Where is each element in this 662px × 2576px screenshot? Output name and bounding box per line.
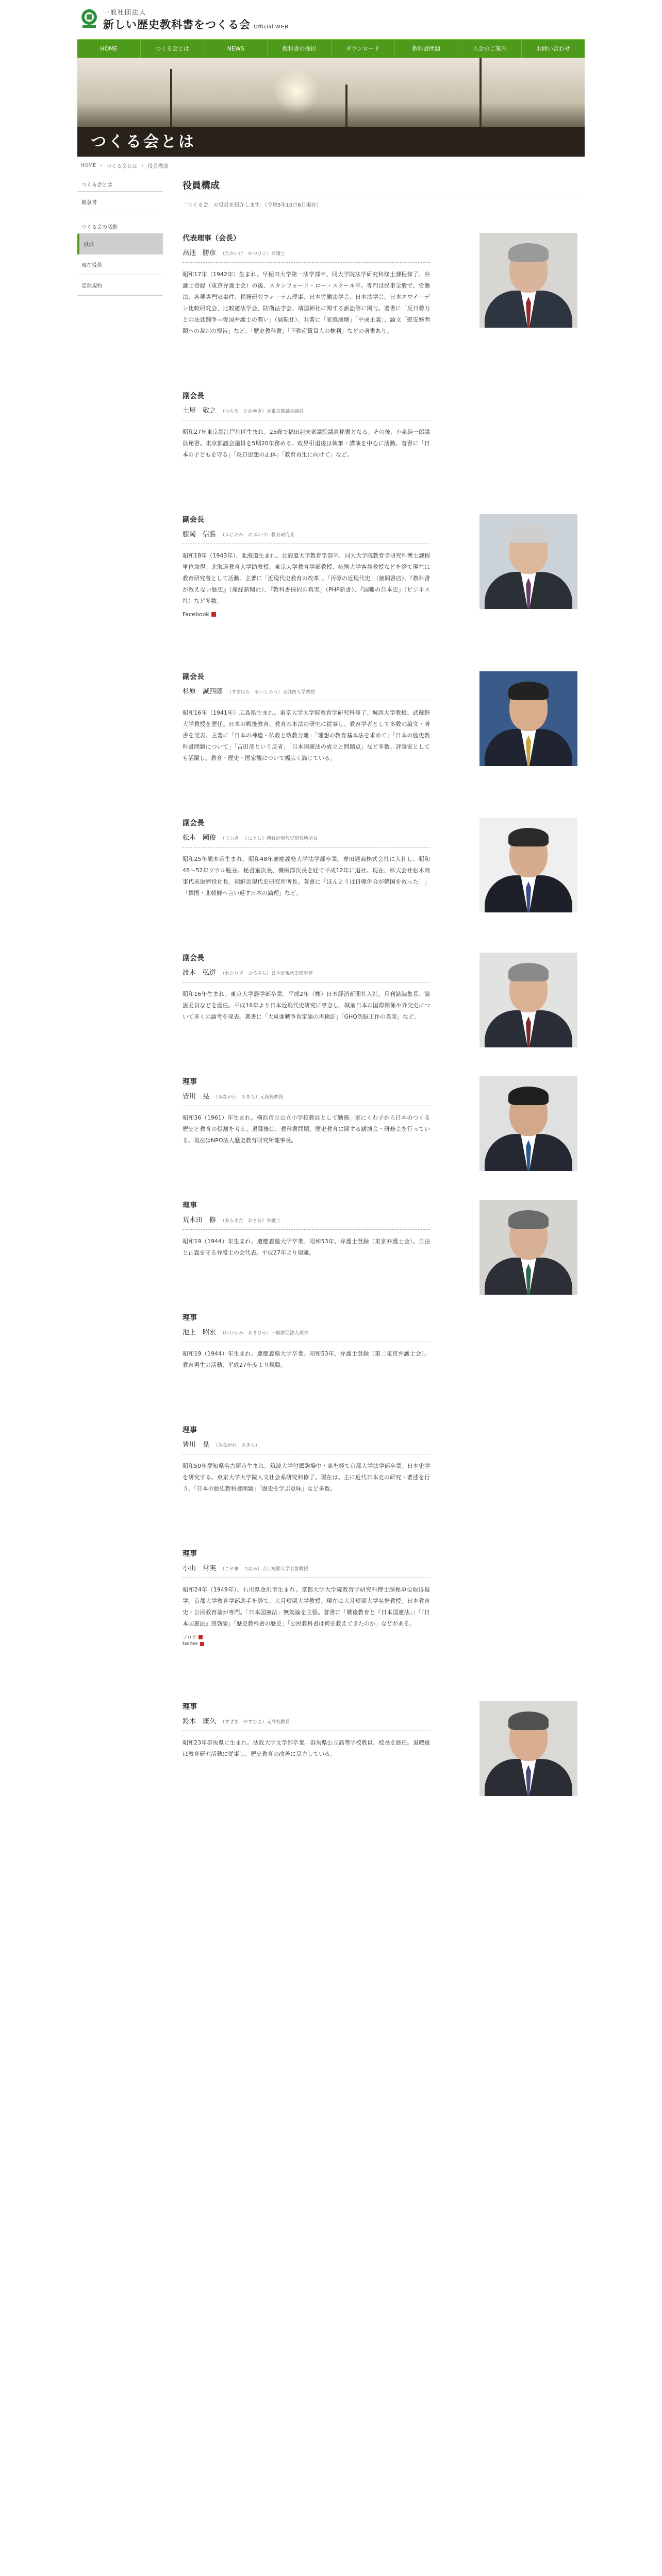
member-name: 小山 常実 bbox=[183, 1565, 217, 1572]
member-role: 副会長 bbox=[183, 819, 204, 827]
member-card bbox=[183, 233, 582, 360]
member-kana: （みながわ あきら）元高校教員 bbox=[213, 1095, 284, 1100]
member-card bbox=[183, 514, 582, 640]
member-social-link[interactable] bbox=[183, 1641, 582, 1647]
main-content bbox=[163, 174, 585, 1814]
member-name-line bbox=[183, 1563, 582, 1572]
member-card bbox=[183, 1548, 582, 1670]
member-bio: 昭和27年東京都江戸川区生まれ。25歳で福田赳夫衆議院議員秘書となる。その後、小泉純一郎議員秘書。東京都議会議員を5期20年務める。政界引退後は執筆・講演を中心に活動。著書に「日本の子どもを守る」「反日思想の正体」「教育再生に向けて」など。 bbox=[183, 429, 430, 458]
member-role: 副会長 bbox=[183, 516, 204, 524]
member-name: 鈴木 康久 bbox=[183, 1718, 217, 1725]
member-divider bbox=[183, 1229, 430, 1230]
member-role: 副会長 bbox=[183, 392, 204, 400]
breadcrumb-sep: › bbox=[100, 162, 103, 168]
member-name: 皆川 晃 bbox=[183, 1093, 210, 1100]
member-name: 土屋 敬之 bbox=[183, 407, 217, 415]
member-bio: 昭和19（1944）年生まれ。慶應義塾大学卒業、昭和53年、弁護士登録（東京弁護士会）。自由と正義を守る弁護士の会代表。平成27年より現職。 bbox=[183, 1238, 430, 1256]
external-link-icon bbox=[211, 612, 216, 617]
member-card bbox=[183, 1076, 582, 1169]
nav-join[interactable]: 入会のご案内 bbox=[458, 40, 522, 58]
social-link-label: Facebook bbox=[183, 611, 209, 618]
page-note: 「つくる会」の役員を紹介します。（令和5年10月6日現在） bbox=[183, 202, 322, 208]
member-kana: （あらきだ おさむ）弁護士 bbox=[220, 1218, 281, 1224]
breadcrumb-sep: › bbox=[141, 162, 144, 168]
member-bio: 昭和25年熊本県生まれ。昭和48年慶應義塾大学法学部卒業。豊田通商株式会社に入社し、昭和48〜52年ソウル駐在。秘書室次長、機械部次長を経て平成12年に退社。現在、株式会社松木商事代表取締役社長。朝鮮近現代史研究所所長。著書に「ほんとうは日韓併合が韓国を救った！」「韓国・北朝鮮へ言い返す日本の論理」など。 bbox=[183, 856, 430, 896]
logo-text[interactable] bbox=[103, 8, 289, 32]
breadcrumb-current: 役員構成 bbox=[147, 163, 169, 170]
member-card bbox=[183, 1425, 582, 1517]
member-divider bbox=[183, 847, 430, 848]
member-photo bbox=[479, 514, 577, 609]
member-social-link[interactable] bbox=[183, 611, 582, 618]
member-bio: 昭和50年愛知県名古屋市生まれ。筑波大学付属駒場中・高を経て京都大学法学部卒業。日本史学を研究する。東京大学大学院人文社会系研究科修了。現在は、主に近代日本史の研究・著述を行う。「日本の歴史教科書問題」「歴史を学ぶ意味」など多数。 bbox=[183, 1463, 430, 1492]
member-kana: （つちや たかゆき）元東京都議会議員 bbox=[220, 409, 304, 414]
member-kana: （みながわ あきら） bbox=[213, 1443, 260, 1448]
site-header bbox=[77, 0, 585, 39]
social-link-label: twitter bbox=[183, 1641, 198, 1647]
member-role: 理事 bbox=[183, 1201, 197, 1210]
member-kana: （まつき くにとし）朝鮮近現代史研究所所長 bbox=[220, 836, 318, 841]
sidebar-item-current-officers[interactable]: 現在役員 bbox=[77, 255, 163, 275]
member-bio: 昭和24年（1949年）、石川県金沢市生まれ。京都大学大学院教育学研究科博士課程単位取得退学。京都大学教育学部助手を経て、大月短期大学教授。現在は大月短期大学名誉教授。日本教育史・公民教育論が専門。「日本国憲法」無効論を主張。著書に「戦後教育と『日本国憲法』」「『日本国憲法』無効論」「歴史教科書の歴史」「公民教科書は何を教えてきたのか」などがある。 bbox=[183, 1586, 430, 1627]
member-name: 皆川 晃 bbox=[183, 1441, 210, 1449]
member-kana: （すぎはら せいしろう）元城西大学教授 bbox=[227, 690, 316, 695]
member-photo bbox=[479, 953, 577, 1047]
member-kana: （たかいけ かつひこ）弁護士 bbox=[220, 251, 286, 257]
sidebar-head-activities[interactable]: つくる会の活動 bbox=[77, 219, 163, 234]
social-link-label: ブログ bbox=[183, 1635, 197, 1640]
member-bio: 昭和36（1961）年生まれ。横浜市立公立小学校教員として勤務。家にくわ子から日本のつくる歴史と教育の役割を考え、退職後は、教科書問題、歴史教育に関する講演会・研修会を行っている。現在はNPO法人歴史教育研究所理事長。 bbox=[183, 1114, 430, 1144]
member-photo bbox=[479, 818, 577, 912]
member-role: 理事 bbox=[183, 1426, 197, 1434]
breadcrumb-about[interactable]: つくる会とは bbox=[106, 163, 138, 170]
page-title: 役員構成 bbox=[183, 174, 582, 195]
content-layout bbox=[77, 174, 585, 1814]
site-title bbox=[103, 16, 289, 32]
hero-sun bbox=[273, 68, 320, 114]
page-wrapper bbox=[77, 0, 585, 1814]
member-name: 高池 勝彦 bbox=[183, 249, 217, 257]
member-name: 渡木 弘道 bbox=[183, 969, 217, 977]
member-role: 理事 bbox=[183, 1078, 197, 1086]
hero-title: つくる会とは bbox=[91, 133, 196, 151]
member-role: 代表理事（会長） bbox=[183, 234, 240, 243]
nav-contact[interactable]: お問い合わせ bbox=[536, 45, 570, 52]
hero-tree bbox=[170, 69, 172, 131]
member-photo bbox=[479, 1076, 577, 1171]
member-list bbox=[183, 233, 582, 1783]
member-name: 松木 國俊 bbox=[183, 834, 217, 842]
main-nav bbox=[77, 39, 585, 58]
sidebar-item-officers[interactable]: 役員 bbox=[77, 234, 163, 255]
member-card bbox=[183, 671, 582, 787]
member-card bbox=[183, 391, 582, 483]
nav-home[interactable]: HOME bbox=[77, 40, 141, 58]
member-name: 荒木田 修 bbox=[183, 1216, 217, 1224]
hero-banner bbox=[77, 58, 585, 157]
hero-tree bbox=[345, 84, 347, 131]
member-kana: （わたりぎ ひろみち）日本近現代史研究者 bbox=[220, 971, 313, 976]
logo-icon[interactable] bbox=[81, 7, 98, 32]
member-name: 藤岡 信勝 bbox=[183, 531, 217, 538]
member-name-line bbox=[183, 405, 582, 415]
nav-news[interactable]: NEWS bbox=[204, 40, 268, 58]
member-card bbox=[183, 1200, 582, 1281]
member-divider bbox=[183, 262, 430, 263]
member-role: 副会長 bbox=[183, 954, 204, 962]
member-bio: 昭和17年（1942年）生まれ。早稲田大学第一法学部卒、同大学院法学研究科修士課程修了。弁護士登録（東京弁護士会）の後、スタンフォード・ロー・スクール卒。専門は民事全般で、労働法、各種専門家事件、税務研究フォーラム理事、日本労働法学会、日本法学会、日本スワイーデン比較研究会、比較憲法学会、防衛法学会、靖国神社に関する訴訟等に関与。著書に「反日勢力との法廷闘争―愛国弁護士の闘い」（展転社）、共著に「家庭崩壊」「平成主義」、論文「慰安婦問題への裁判の報告」など。「歴史教科書」「不動産賃貸人の権利」などの著書あり。 bbox=[183, 271, 430, 334]
member-social-links bbox=[183, 1634, 582, 1647]
member-bio: 昭和18年（1943年）、北海道生まれ。北海道大学教育学部卒、同大大学院教育学研究科博士課程単位取得。北海道教育大学助教授、東京大学教育学部教授、拓殖大学客員教授などを経て現在は教育研究者として活動。主著に「近現代史教育の改革」、「汚辱の近現代史」（徳間書店）、『教科書が教えない歴史』（産経新聞社）、『教科書採択の真実』（PHP新書）、『国難の日本史』（ビジネス社）など多数。 bbox=[183, 552, 430, 604]
nav-textbook-issues[interactable]: 教科書問題 bbox=[395, 40, 458, 58]
official-label: Official WEB bbox=[254, 24, 289, 30]
member-photo bbox=[479, 671, 577, 766]
member-name: 池上 昭宏 bbox=[183, 1329, 217, 1336]
member-bio: 昭和16年生まれ。東京大学農学部卒業。平成2年（株）日本経済新聞社入社。月刊誌編集長、論説委員などを歴任。平成16年より日本近現代史研究に専念し、戦前日本の国際関係や外交史について多くの論考を発表。著書に「大東亜戦争肯定論の再検証」「GHQ洗脳工作の真実」など。 bbox=[183, 991, 430, 1020]
member-bio: 昭和16年（1941年）広島県生まれ。東京大学大学院教育学研究科修了。城西大学教授、武蔵野大学教授を歴任。日本の戦後教育、教育基本法の研究に従事し、教育学者として多数の論文・著書を発表。主著に「日本の神道・仏教と政教分離」「理想の教育基本法を求めて」「日本の歴史教科書問題について」「吉田茂という反省」「日本国憲法の成立と問題点」など多数。評論家としても活躍し、教育・歴史・国家観について幅広く論じている。 bbox=[183, 709, 430, 761]
member-bio: 昭和23年群馬県に生まれ。法政大学文学部卒業。群馬県公立高等学校教員、校長を歴任。退職後は教育研究活動に従事し、歴史教育の改善に尽力している。 bbox=[183, 1739, 430, 1757]
site-subtitle: 一般社団法人 bbox=[103, 8, 147, 16]
member-role: 理事 bbox=[183, 1550, 197, 1558]
hero-tree bbox=[479, 58, 482, 131]
breadcrumb bbox=[77, 157, 585, 174]
sidebar-head-about[interactable]: つくる会とは bbox=[77, 177, 163, 192]
member-photo bbox=[479, 233, 577, 328]
sidebar-item-prospectus[interactable]: 趣意書 bbox=[77, 192, 163, 212]
member-name-line bbox=[183, 1439, 582, 1449]
member-role: 理事 bbox=[183, 1703, 197, 1711]
member-social-link[interactable] bbox=[183, 1634, 582, 1640]
member-card bbox=[183, 953, 582, 1045]
member-kana: （ふじおか のぶかつ）教育研究者 bbox=[220, 533, 295, 538]
member-photo bbox=[479, 1200, 577, 1295]
external-link-icon bbox=[200, 1642, 204, 1646]
member-name: 杉原 誠四郎 bbox=[183, 688, 223, 696]
member-role: 理事 bbox=[183, 1314, 197, 1322]
member-kana: （いけがみ あきひろ）一般財団法人理事 bbox=[220, 1331, 309, 1336]
breadcrumb-home[interactable]: HOME bbox=[80, 162, 96, 168]
member-card bbox=[183, 1312, 582, 1394]
sidebar bbox=[77, 174, 163, 1814]
site-title-text: 新しい歴史教科書をつくる会 bbox=[103, 18, 251, 31]
nav-adoption[interactable]: 教科書の採択 bbox=[268, 40, 331, 58]
nav-download[interactable]: ダウンロード bbox=[332, 40, 395, 58]
member-kana: （こやま つねみ）大月短期大学名誉教授 bbox=[220, 1567, 309, 1572]
external-link-icon bbox=[198, 1635, 203, 1639]
member-bio: 昭和19（1944）年生まれ。慶應義塾大学卒業。昭和53年、弁護士登録（第二東京弁護士会）。教育再生の活動、平成27年度より現職。 bbox=[183, 1350, 430, 1368]
sidebar-item-articles[interactable]: 定款規約 bbox=[77, 275, 163, 296]
member-card bbox=[183, 818, 582, 922]
member-kana: （すずき やすひさ）元高校教員 bbox=[220, 1720, 290, 1725]
member-name-line bbox=[183, 1327, 582, 1336]
nav-about[interactable]: つくる会とは bbox=[141, 40, 204, 58]
member-role: 副会長 bbox=[183, 673, 204, 681]
member-card bbox=[183, 1701, 582, 1783]
member-photo bbox=[479, 1701, 577, 1796]
